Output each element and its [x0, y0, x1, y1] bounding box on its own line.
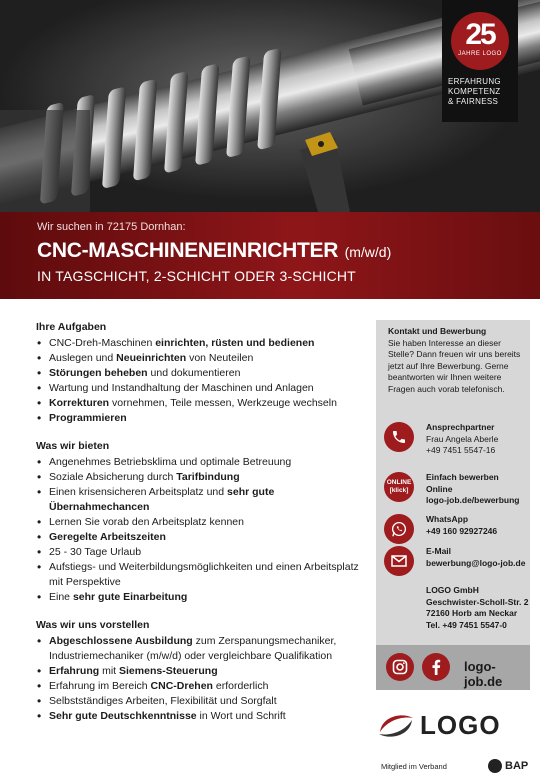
profile-section	[36, 618, 366, 724]
online-icon-click: [klick]	[389, 487, 409, 494]
list-item-text: Selbstständiges Arbeiten, Flexibilität und Sorgfalt	[49, 695, 277, 707]
list-item-text: von Neuteilen	[186, 352, 254, 364]
online-icon-label: ONLINE	[386, 479, 412, 486]
instagram-icon[interactable]	[386, 653, 414, 681]
list-item-text: Lernen Sie vorab den Arbeitsplatz kennen	[49, 516, 244, 528]
online-apply-icon	[384, 472, 414, 502]
hero-image	[0, 0, 540, 212]
list-item	[36, 515, 366, 530]
list-item	[36, 411, 366, 426]
bap-logo	[488, 759, 528, 773]
list-item-text: Aufstiegs- und Weiterbildungsmöglichkeiten und einen Arbeitsplatz mit Perspektive	[49, 561, 359, 588]
offer-section	[36, 439, 366, 605]
anniversary-subtitle: JAHRE LOGO	[458, 51, 502, 57]
online-apply-details	[426, 472, 530, 507]
company-details	[426, 585, 530, 631]
list-item-text: Erfahrung im Bereich	[49, 680, 151, 692]
badge-values	[448, 77, 514, 107]
tasks-list	[36, 336, 366, 426]
whatsapp-label: WhatsApp	[426, 514, 469, 524]
bap-wordmark: BAP	[505, 760, 529, 772]
online-apply-label: Einfach bewerben	[426, 472, 499, 482]
list-item	[36, 679, 366, 694]
list-item-bold-text: sehr gute Einarbeitung	[72, 591, 188, 603]
facebook-icon[interactable]	[422, 653, 450, 681]
badge-value: ERFAHRUNG	[448, 77, 501, 86]
whatsapp-number[interactable]: +49 160 92927246	[426, 525, 498, 536]
contact-intro-text: Sie haben Interesse an dieser Stelle? Dann freuen wir uns bereits jetzt auf Ihre Bewerbung. Gerne beantworten wir Ihnen weitere Fragen auch vorab telefonisch.	[388, 337, 521, 394]
list-item	[36, 634, 366, 664]
anniversary-badge	[442, 0, 518, 122]
list-item-bold-text: CNC-Drehen	[150, 680, 213, 692]
list-item	[36, 455, 366, 470]
phone-number[interactable]: +49 7451 5547-16	[426, 445, 496, 455]
list-item-bold-text: Abgeschlossene Ausbildung	[49, 635, 193, 647]
list-item-text: vornehmen, Teile messen, Werkzeuge wechseln	[109, 397, 337, 409]
contact-intro	[388, 326, 526, 395]
list-item-bold-text: Erfahrung	[49, 665, 100, 677]
list-item	[36, 590, 366, 605]
whatsapp-details	[426, 514, 530, 537]
email-address[interactable]: bewerbung@logo-job.de	[426, 557, 526, 568]
badge-value: & FAIRNESS	[448, 97, 499, 106]
list-item-text: Eine	[49, 591, 73, 603]
bap-mark-icon	[488, 759, 502, 773]
list-item-text: mit	[99, 665, 120, 677]
logo-wordmark: LOGO	[420, 710, 501, 740]
list-item	[36, 530, 366, 545]
badge-value: KOMPETENZ	[448, 87, 501, 96]
company-name: LOGO GmbH	[426, 585, 479, 595]
tasks-section	[36, 320, 366, 426]
list-item-bold-text: sehr gute Übernahmechancen	[49, 486, 275, 513]
company-city: 72160 Horb am Neckar	[426, 608, 518, 618]
company-street: Geschwister-Scholl-Str. 2	[426, 596, 529, 607]
list-item-bold-text: Geregelte Arbeitszeiten	[49, 531, 166, 543]
list-item	[36, 485, 366, 515]
contact-sidebar	[376, 320, 530, 690]
company-logo	[376, 706, 530, 746]
contact-person: Frau Angela Aberle	[426, 433, 499, 444]
list-item	[36, 470, 366, 485]
phone-details	[426, 422, 530, 457]
job-title-main: CNC-MASCHINENEINRICHTER	[37, 239, 339, 262]
list-item	[36, 545, 366, 560]
list-item-text: und dokumentieren	[147, 367, 241, 379]
list-item	[36, 560, 366, 590]
list-item-text: erforderlich	[212, 680, 269, 692]
list-item	[36, 694, 366, 709]
anniversary-circle	[451, 12, 509, 70]
list-item-text: Einen krisensicheren Arbeitsplatz und	[49, 486, 228, 498]
list-item-bold-text: Sehr gute Deutschkenntnisse	[49, 710, 197, 722]
company-phone[interactable]: Tel. +49 7451 5547-0	[426, 619, 507, 630]
phone-label: Ansprechpartner	[426, 422, 495, 432]
list-item-bold-text: Neueinrichten	[116, 352, 187, 364]
online-apply-line2: Online	[426, 483, 453, 494]
title-band	[0, 212, 540, 299]
phone-icon	[384, 422, 414, 452]
job-title	[37, 239, 391, 263]
social-bar	[376, 645, 530, 690]
job-title-suffix: (m/w/d)	[344, 244, 392, 260]
list-item-text: 25 - 30 Tage Urlaub	[49, 546, 142, 558]
list-item-text: Angenehmes Betriebsklima und optimale Betreuung	[49, 456, 292, 468]
list-item-text: zum Zerspanungsmechaniker, Industriemechaniker (m/w/d) oder vergleichbare Qualifikation	[49, 635, 337, 662]
list-item-bold-text: Programmieren	[49, 412, 127, 424]
list-item-bold-text: Siemens-Steuerung	[119, 665, 218, 677]
whatsapp-icon	[384, 514, 414, 544]
envelope-icon	[384, 546, 414, 576]
online-apply-link[interactable]: logo-job.de/bewerbung	[426, 495, 520, 505]
list-item	[36, 381, 366, 396]
list-item-bold-text: Tarifbindung	[176, 471, 240, 483]
list-item-text: Soziale Absicherung durch	[49, 471, 177, 483]
membership-text: Mitglied im Verband	[381, 762, 447, 771]
location-intro: Wir suchen in 72175 Dornhan:	[37, 221, 186, 233]
list-item-bold-text: einrichten, rüsten und bedienen	[155, 337, 315, 349]
list-item	[36, 336, 366, 351]
list-item-text: in Wort und Schrift	[196, 710, 286, 722]
job-description	[36, 320, 366, 737]
list-item	[36, 351, 366, 366]
offer-list	[36, 455, 366, 605]
tasks-title: Ihre Aufgaben	[36, 321, 107, 333]
anniversary-number: 25	[465, 18, 495, 51]
website-link[interactable]: logo-job.de	[464, 659, 503, 689]
list-item	[36, 709, 366, 724]
list-item-text: Auslegen und	[49, 352, 117, 364]
email-label: E-Mail	[426, 546, 452, 556]
list-item-bold-text: Korrekturen	[49, 397, 110, 409]
logo-mark-icon	[376, 706, 416, 746]
list-item	[36, 664, 366, 679]
list-item	[36, 366, 366, 381]
email-details	[426, 546, 530, 569]
contact-heading: Kontakt und Bewerbung	[388, 326, 487, 336]
list-item	[36, 396, 366, 411]
list-item-bold-text: Störungen beheben	[49, 367, 148, 379]
list-item-text: Wartung und Instandhaltung der Maschinen und Anlagen	[49, 382, 314, 394]
profile-title: Was wir uns vorstellen	[36, 619, 150, 631]
shift-subtitle: IN TAGSCHICHT, 2-SCHICHT ODER 3-SCHICHT	[37, 268, 356, 284]
profile-list	[36, 634, 366, 724]
list-item-text: CNC-Dreh-Maschinen	[49, 337, 156, 349]
offer-title: Was wir bieten	[36, 440, 110, 452]
